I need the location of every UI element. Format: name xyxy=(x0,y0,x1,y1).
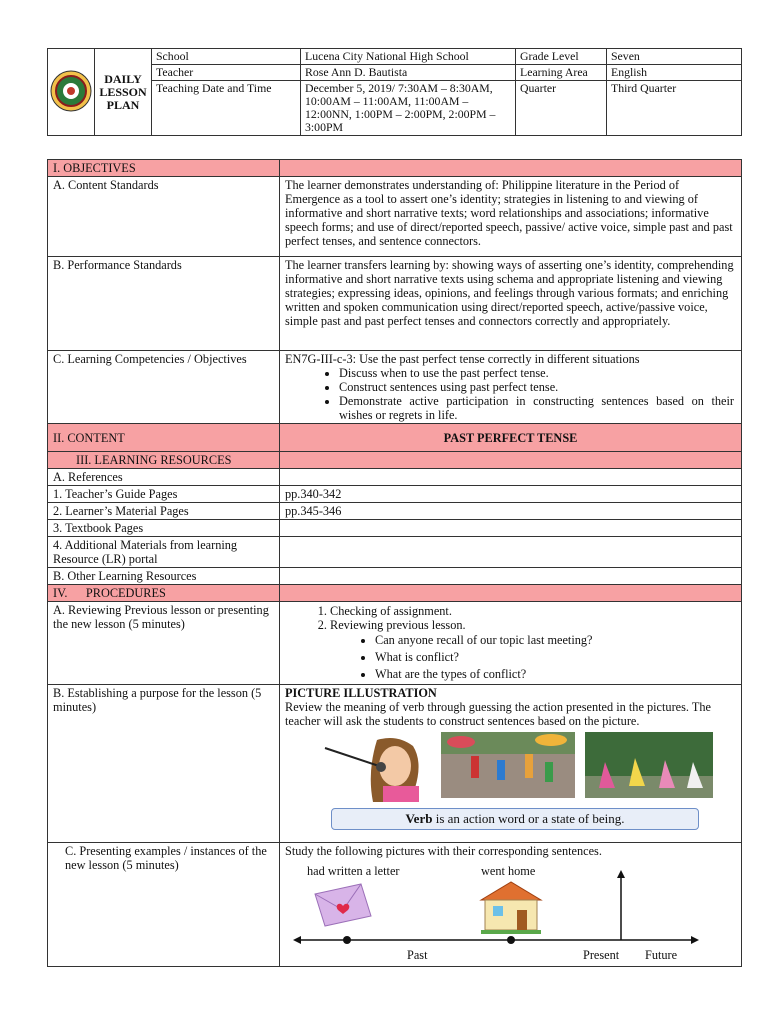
other-resources-row xyxy=(48,568,742,585)
tb-label: 3. Textbook Pages xyxy=(48,520,280,537)
timeline-graphic xyxy=(285,858,705,962)
timeline-point-letter xyxy=(343,936,351,944)
grade-level-label: Grade Level xyxy=(516,49,607,65)
performance-standards-text: The learner transfers learning by: showing ways of asserting one’s identity, comprehending informative and short narrative texts using schema and appropriate listening and viewing strategies; expressing ideas, opinions, and feelings through various formats; and enriching written and spoken communication using direct/reported speech, active/passive voice, simple past and past perfect tenses and connectors correctly and appropriately. xyxy=(280,257,742,351)
timeline-past-label: Past xyxy=(407,948,428,962)
content-standards-text: The learner demonstrates understanding of: Philippine literature in the Period of Emergence as a tool to assert one’s identity; strategies in listening to and viewing of informative and short narrative texts; word relationships and associations; informative speech forms; and use of direct/reported speech, passive/ active voice, simple past and past perfect tenses, and sentence connectors. xyxy=(280,177,742,257)
verb-definition: is an action word or a state of being. xyxy=(432,811,625,826)
procedure-c-row xyxy=(48,843,742,967)
procedure-c-text: Study the following pictures with their corresponding sentences. xyxy=(285,844,602,858)
objectives-heading-row xyxy=(48,160,742,177)
procedure-a-question: • Can anyone recall of our topic last meeting? xyxy=(375,632,736,649)
lm-row xyxy=(48,503,742,520)
date-time-value: December 5, 2019/ 7:30AM – 8:30AM, 10:00AM – 11:00AM, 11:00AM – 12:00NN, 1:00PM – 2:00PM, 2:00PM – 3:00PM xyxy=(301,81,516,136)
house-icon xyxy=(481,882,541,934)
lm-label: 2. Learner’s Material Pages xyxy=(48,503,280,520)
competency-code: EN7G-III-c-3: Use the past perfect tense correctly in different situations xyxy=(285,352,640,366)
content-topic: PAST PERFECT TENSE xyxy=(280,424,742,452)
procedure-a-step: 2. Reviewing previous lesson. xyxy=(330,618,736,632)
procedure-c-label: C. Presenting examples / instances of the new lesson (5 minutes) xyxy=(48,843,280,967)
content-heading: II. CONTENT xyxy=(48,424,280,452)
learning-area-value: English xyxy=(607,65,742,81)
doc-title: DAILY LESSON PLAN xyxy=(95,49,152,136)
tg-label: 1. Teacher’s Guide Pages xyxy=(48,486,280,503)
other-resources-label: B. Other Learning Resources xyxy=(48,568,280,585)
procedure-b-row xyxy=(48,685,742,843)
procedure-a-question: • What is conflict? xyxy=(375,649,736,666)
learning-area-label: Learning Area xyxy=(516,65,607,81)
procedure-a-question: • What are the types of conflict? xyxy=(375,666,736,683)
resources-heading: III. LEARNING RESOURCES xyxy=(48,452,280,469)
content-standards-label: A. Content Standards xyxy=(48,177,280,257)
envelope-icon xyxy=(315,884,371,926)
timeline-future-label: Future xyxy=(645,948,678,962)
verb-word: Verb xyxy=(405,811,433,826)
picture-illustration-title: PICTURE ILLUSTRATION xyxy=(285,686,437,700)
quarter-value: Third Quarter xyxy=(607,81,742,136)
am-row xyxy=(48,537,742,568)
school-label: School xyxy=(152,49,301,65)
competency-item: • Demonstrate active participation in constructing sentences based on their wishes or regrets in life. xyxy=(339,394,734,422)
date-time-label: Teaching Date and Time xyxy=(152,81,301,136)
school-seal-icon xyxy=(48,66,94,116)
competencies-row xyxy=(48,351,742,424)
picture-illustration-text: Review the meaning of verb through guessing the action presented in the pictures. The teacher will ask the students to construct sentences based on the picture. xyxy=(285,700,711,728)
dancers-street-image xyxy=(441,732,575,798)
performance-standards-label: B. Performance Standards xyxy=(48,257,280,351)
timeline-left-arrow xyxy=(293,936,301,944)
teacher-value: Rose Ann D. Bautista xyxy=(301,65,516,81)
competencies-label: C. Learning Competencies / Objectives xyxy=(48,351,280,424)
lesson-plan-table xyxy=(47,159,742,967)
procedure-a-cell xyxy=(280,602,742,685)
procedure-a-step: 1. Checking of assignment. xyxy=(330,604,736,618)
tg-row xyxy=(48,486,742,503)
picture-row xyxy=(317,732,736,802)
verb-definition-box xyxy=(331,808,699,830)
school-value: Lucena City National High School xyxy=(301,49,516,65)
objectives-heading: I. OBJECTIVES xyxy=(48,160,280,177)
quarter-label: Quarter xyxy=(516,81,607,136)
school-seal-cell xyxy=(48,49,95,136)
competency-item: • Construct sentences using past perfect tense. xyxy=(339,380,734,394)
timeline-present-label: Present xyxy=(583,948,620,962)
singing-girl-image xyxy=(317,732,431,802)
content-standards-row xyxy=(48,177,742,257)
references-label: A. References xyxy=(48,469,280,486)
header-table xyxy=(47,48,742,136)
procedures-heading-row xyxy=(48,585,742,602)
timeline-right-arrow xyxy=(691,936,699,944)
competencies-cell xyxy=(280,351,742,424)
tb-row xyxy=(48,520,742,537)
timeline-point-home xyxy=(507,936,515,944)
timeline-label-letter: had written a letter xyxy=(307,864,400,878)
tg-value: pp.340-342 xyxy=(280,486,742,503)
teacher-label: Teacher xyxy=(152,65,301,81)
procedures-heading: IV. PROCEDURES xyxy=(48,585,280,602)
procedure-c-cell xyxy=(280,843,742,967)
am-label: 4. Additional Materials from learning Resource (LR) portal xyxy=(48,537,280,568)
procedure-b-label: B. Establishing a purpose for the lesson (5 minutes) xyxy=(48,685,280,843)
grade-level-value: Seven xyxy=(607,49,742,65)
procedure-a-row xyxy=(48,602,742,685)
procedure-b-cell xyxy=(280,685,742,843)
performance-standards-row xyxy=(48,257,742,351)
competency-item: • Discuss when to use the past perfect tense. xyxy=(339,366,734,380)
timeline xyxy=(285,858,736,962)
timeline-label-home: went home xyxy=(481,864,536,878)
procedure-a-label: A. Reviewing Previous lesson or presenting the new lesson (5 minutes) xyxy=(48,602,280,685)
resources-heading-row xyxy=(48,452,742,469)
references-row xyxy=(48,469,742,486)
lm-value: pp.345-346 xyxy=(280,503,742,520)
folk-dancers-image xyxy=(585,732,713,798)
content-row xyxy=(48,424,742,452)
